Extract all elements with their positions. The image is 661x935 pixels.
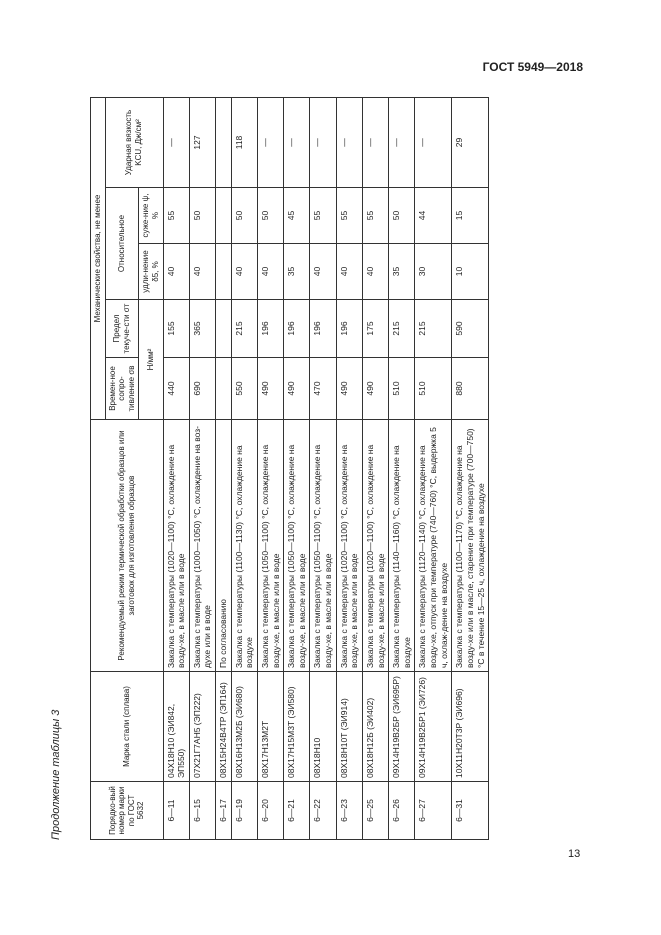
cell-st [216, 300, 232, 358]
cell-d: 40 [231, 244, 257, 300]
cell-grade: 09Х14Н19В2БР1 (ЭИ726) [415, 672, 452, 782]
cell-grade: 08Х17Н13М2Т [257, 672, 283, 782]
cell-sb: 440 [163, 358, 189, 420]
col-tensile-header: Времен-ное сопро-тивление σв [105, 358, 139, 420]
col-grade-header: Марка стали (сплава) [91, 672, 164, 782]
cell-psi: 55 [362, 188, 388, 244]
page-number: 13 [568, 848, 581, 860]
cell-d: 40 [163, 244, 189, 300]
col-elong-header: удли-нение δ5, % [139, 244, 163, 300]
cell-grade: 08Х18Н10Т (ЭИ914) [336, 672, 362, 782]
cell-grade: 04Х18Н10 (ЭИ842, ЭП550) [163, 672, 189, 782]
cell-st: 196 [336, 300, 362, 358]
cell-d: 30 [415, 244, 452, 300]
cell-sb: 550 [231, 358, 257, 420]
cell-d: 40 [257, 244, 283, 300]
cell-psi: 55 [336, 188, 362, 244]
cell-mode: Закалка с температуры (1100—1170) °С, охлаждение на возду-хе или в масле, старение при температуре (700—750) °С в течение 15—25 ч, охлаждение на воздухе [452, 420, 489, 672]
cell-kcu: — [257, 98, 283, 188]
cell-kcu: — [310, 98, 336, 188]
cell-kcu: — [415, 98, 452, 188]
table-row [189, 98, 215, 840]
table-row [257, 98, 283, 840]
table-row [389, 98, 415, 840]
cell-d: 35 [284, 244, 310, 300]
cell-st: 155 [163, 300, 189, 358]
rotated-table-area [50, 98, 580, 840]
cell-num: 6—20 [257, 782, 283, 840]
standard-header: ГОСТ 5949—2018 [482, 60, 583, 74]
cell-kcu: 127 [189, 98, 215, 188]
table-row [231, 98, 257, 840]
cell-mode: Закалка с температуры (1020—1100) °С, охлаждение на возду-хе, в масле или в воде [362, 420, 388, 672]
table-row [310, 98, 336, 840]
cell-st: 215 [231, 300, 257, 358]
cell-sb: 490 [362, 358, 388, 420]
cell-psi: 55 [163, 188, 189, 244]
cell-sb: 510 [389, 358, 415, 420]
cell-psi: 55 [310, 188, 336, 244]
cell-psi: 44 [415, 188, 452, 244]
cell-st: 215 [415, 300, 452, 358]
col-impact-header: Ударная вязкость KCU, Дж/см² [105, 98, 163, 188]
cell-sb: 690 [189, 358, 215, 420]
cell-mode: Закалка с температуры (1100—1130) °С, охлаждение на воздухе [231, 420, 257, 672]
cell-mode: Закалка с температуры (1020—1100) °С, охлаждение на возду-хе, в масле или в воде [163, 420, 189, 672]
cell-d: 40 [189, 244, 215, 300]
cell-st: 590 [452, 300, 489, 358]
table-caption: Продолжение таблицы 3 [50, 709, 62, 840]
cell-d [216, 244, 232, 300]
cell-sb [216, 358, 232, 420]
cell-kcu: — [389, 98, 415, 188]
cell-mode: По согласованию [216, 420, 232, 672]
col-num-header: Порядко-вый номер марки по ГОСТ 5632 [91, 782, 164, 840]
cell-sb: 490 [284, 358, 310, 420]
cell-d: 10 [452, 244, 489, 300]
table-row [452, 98, 489, 840]
cell-grade: 08Х17Н15М3Т (ЭИ580) [284, 672, 310, 782]
cell-grade: 08Х15Н24В4ТР (ЭП164) [216, 672, 232, 782]
cell-psi: 50 [389, 188, 415, 244]
cell-st: 196 [257, 300, 283, 358]
cell-num: 6—19 [231, 782, 257, 840]
cell-psi: 45 [284, 188, 310, 244]
col-reduct-header: суже-ние ψ, % [139, 188, 163, 244]
cell-d: 40 [310, 244, 336, 300]
cell-st: 175 [362, 300, 388, 358]
cell-psi: 50 [189, 188, 215, 244]
cell-grade: 10Х11Н20Т3Р (ЭИ696) [452, 672, 489, 782]
cell-sb: 470 [310, 358, 336, 420]
cell-mode: Закалка с температуры (1120—1140) °С, охлаждение на возду-хе, отпуск при температуре (740—760) °С, выдержка 5 ч, охлаж-дение на воздухе [415, 420, 452, 672]
cell-num: 6—17 [216, 782, 232, 840]
table-row [284, 98, 310, 840]
cell-grade: 07Х21Г7АН5 (ЭП222) [189, 672, 215, 782]
unit-stress-header: Н/мм² [139, 300, 163, 420]
table-row [415, 98, 452, 840]
cell-kcu: — [284, 98, 310, 188]
cell-num: 6—27 [415, 782, 452, 840]
cell-kcu [216, 98, 232, 188]
cell-num: 6—31 [452, 782, 489, 840]
cell-kcu: — [163, 98, 189, 188]
cell-d: 40 [362, 244, 388, 300]
cell-mode: Закалка с температуры (1050—1100) °С, охлаждение на возду-хе, в масле или в воде [257, 420, 283, 672]
cell-mode: Закалка с температуры (1140—1160) °С, охлаждение на воздухе [389, 420, 415, 672]
cell-num: 6—25 [362, 782, 388, 840]
table-row [336, 98, 362, 840]
cell-num: 6—11 [163, 782, 189, 840]
cell-psi: 50 [257, 188, 283, 244]
cell-num: 6—21 [284, 782, 310, 840]
cell-st: 365 [189, 300, 215, 358]
table-row [362, 98, 388, 840]
cell-psi [216, 188, 232, 244]
cell-num: 6—23 [336, 782, 362, 840]
col-yield-header: Предел текуче-сти σт [105, 300, 139, 358]
cell-grade: 08Х18Н12Б (ЭИ402) [362, 672, 388, 782]
cell-kcu: — [362, 98, 388, 188]
cell-sb: 510 [415, 358, 452, 420]
cell-mode: Закалка с температуры (1020—1100) °С, охлаждение на возду-хе, в масле или в воде [336, 420, 362, 672]
cell-kcu: 29 [452, 98, 489, 188]
cell-num: 6—22 [310, 782, 336, 840]
cell-grade: 08Х18Н10 [310, 672, 336, 782]
cell-st: 196 [310, 300, 336, 358]
mech-group-header: Механические свойства, не менее [91, 98, 106, 420]
cell-psi: 15 [452, 188, 489, 244]
cell-kcu: — [336, 98, 362, 188]
cell-st: 215 [389, 300, 415, 358]
cell-sb: 880 [452, 358, 489, 420]
cell-num: 6—26 [389, 782, 415, 840]
cell-kcu: 118 [231, 98, 257, 188]
cell-d: 40 [336, 244, 362, 300]
cell-sb: 490 [257, 358, 283, 420]
cell-psi: 50 [231, 188, 257, 244]
cell-mode: Закалка с температуры (1000—1050) °С, охлаждение на воз-духе или в воде [189, 420, 215, 672]
cell-mode: Закалка с температуры (1050—1100) °С, охлаждение на возду-хе, в масле или в воде [284, 420, 310, 672]
col-mode-header: Рекомендуемый режим термической обработки образцов или заготовок для изготовления образцов [91, 420, 164, 672]
cell-grade: 08Х16Н13М2Б (ЭИ680) [231, 672, 257, 782]
table-row [163, 98, 189, 840]
cell-mode: Закалка с температуры (1050—1100) °С, охлаждение на возду-хе, в масле или в воде [310, 420, 336, 672]
cell-d: 35 [389, 244, 415, 300]
cell-sb: 490 [336, 358, 362, 420]
cell-grade: 09Х14Н19В2БР (ЭИ695Р) [389, 672, 415, 782]
cell-num: 6—15 [189, 782, 215, 840]
table-row [216, 98, 232, 840]
relative-group-header: Относительное [105, 188, 139, 300]
properties-table [90, 97, 489, 840]
cell-st: 196 [284, 300, 310, 358]
